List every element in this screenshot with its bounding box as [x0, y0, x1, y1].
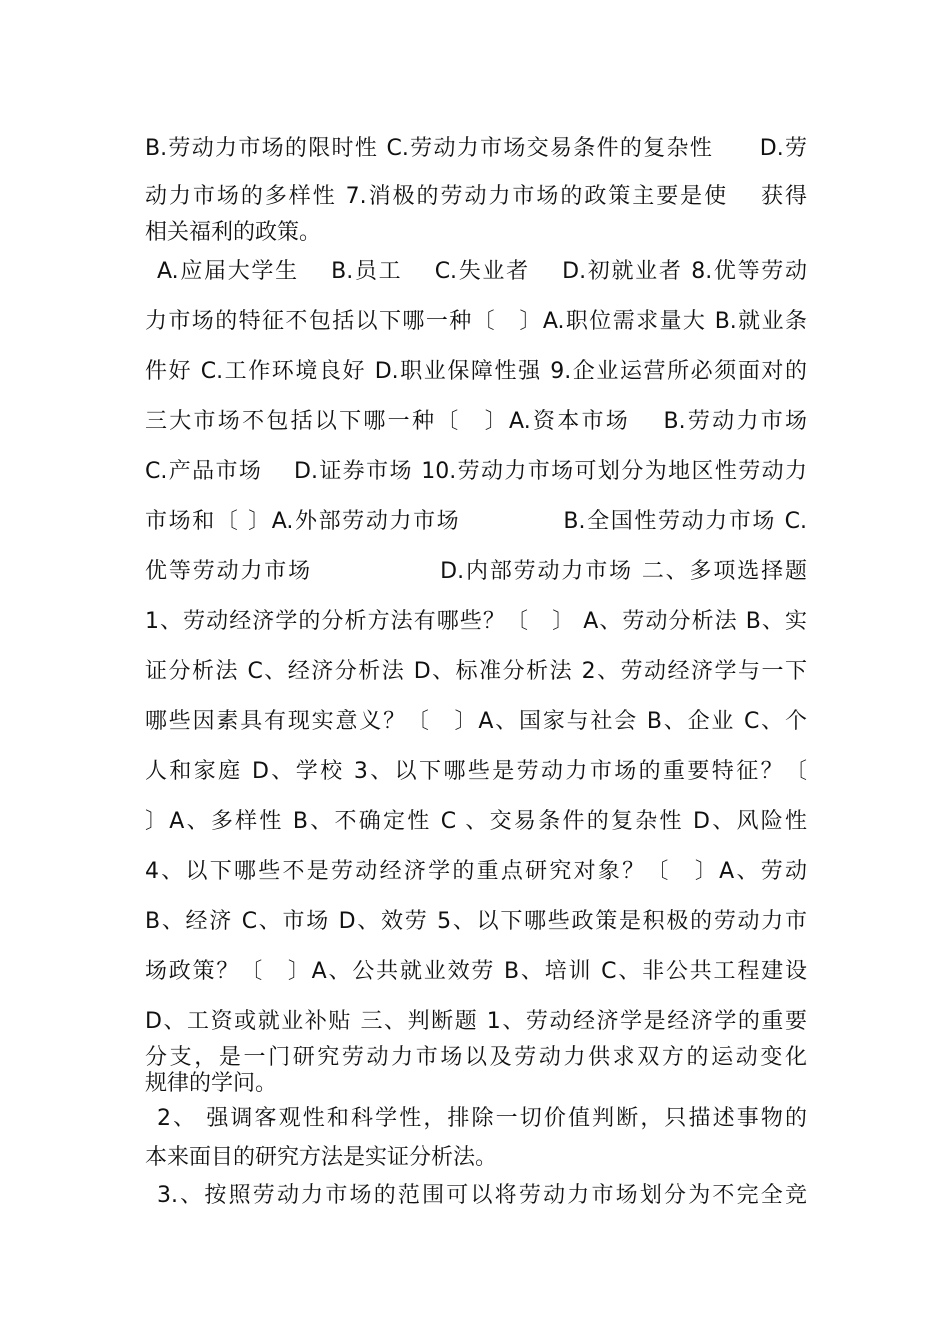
text-line: 2、 强调客观性和科学性，排除一切价值判断，只描述事物的 [157, 1106, 807, 1131]
text-line: 力市场的特征不包括以下哪一种〔 〕A.职位需求量大 B.就业条 [145, 309, 807, 334]
text-line: B、经济 C、市场 D、效劳 5、以下哪些政策是积极的劳动力市 [145, 909, 807, 934]
text-line: 优等劳动力市场 D.内部劳动力市场 二、多项选择题 [145, 559, 807, 584]
text-line: 哪些因素具有现实意义？〔 〕A、国家与社会 B、企业 C、个 [145, 709, 807, 734]
text-line: 人和家庭 D、学校 3、以下哪些是劳动力市场的重要特征？〔 [145, 759, 807, 784]
text-line: 三大市场不包括以下哪一种〔 〕A.资本市场 B.劳动力市场 [145, 409, 807, 434]
text-line: 〕A、多样性 B、不确定性 C 、交易条件的复杂性 D、风险性 [145, 809, 807, 834]
text-line: 1、劳动经济学的分析方法有哪些？〔 〕 A、劳动分析法 B、实 [145, 609, 807, 634]
text-line: 3.、按照劳动力市场的范围可以将劳动力市场划分为不完全竞 [157, 1183, 807, 1208]
text-line: 动力市场的多样性 7.消极的劳动力市场的政策主要是使 获得 [145, 184, 807, 209]
text-line: 场政策？〔 〕A、公共就业效劳 B、培训 C、非公共工程建设 [145, 959, 807, 984]
text-line: A.应届大学生 B.员工 C.失业者 D.初就业者 8.优等劳动 [157, 259, 807, 284]
text-line: 相关福利的政策。 [145, 220, 322, 245]
text-line: 规律的学问。 [145, 1071, 278, 1096]
text-line: 证分析法 C、经济分析法 D、标准分析法 2、劳动经济学与一下 [145, 659, 807, 684]
text-line: 本来面目的研究方法是实证分析法。 [145, 1145, 498, 1170]
text-line: 市场和〔 〕A.外部劳动力市场 B.全国性劳动力市场 C. [145, 509, 807, 534]
text-line: 4、以下哪些不是劳动经济学的重点研究对象？〔 〕A、劳动 [145, 859, 807, 884]
text-line: 分支，是一门研究劳动力市场以及劳动力供求双方的运动变化 [145, 1045, 807, 1070]
text-line: B.劳动力市场的限时性 C.劳动力市场交易条件的复杂性 D.劳 [145, 136, 807, 161]
text-line: 件好 C.工作环境良好 D.职业保障性强 9.企业运营所必须面对的 [145, 359, 807, 384]
text-line: D、工资或就业补贴 三、判断题 1、劳动经济学是经济学的重要 [145, 1009, 807, 1034]
text-line: C.产品市场 D.证券市场 10.劳动力市场可划分为地区性劳动力 [145, 459, 807, 484]
